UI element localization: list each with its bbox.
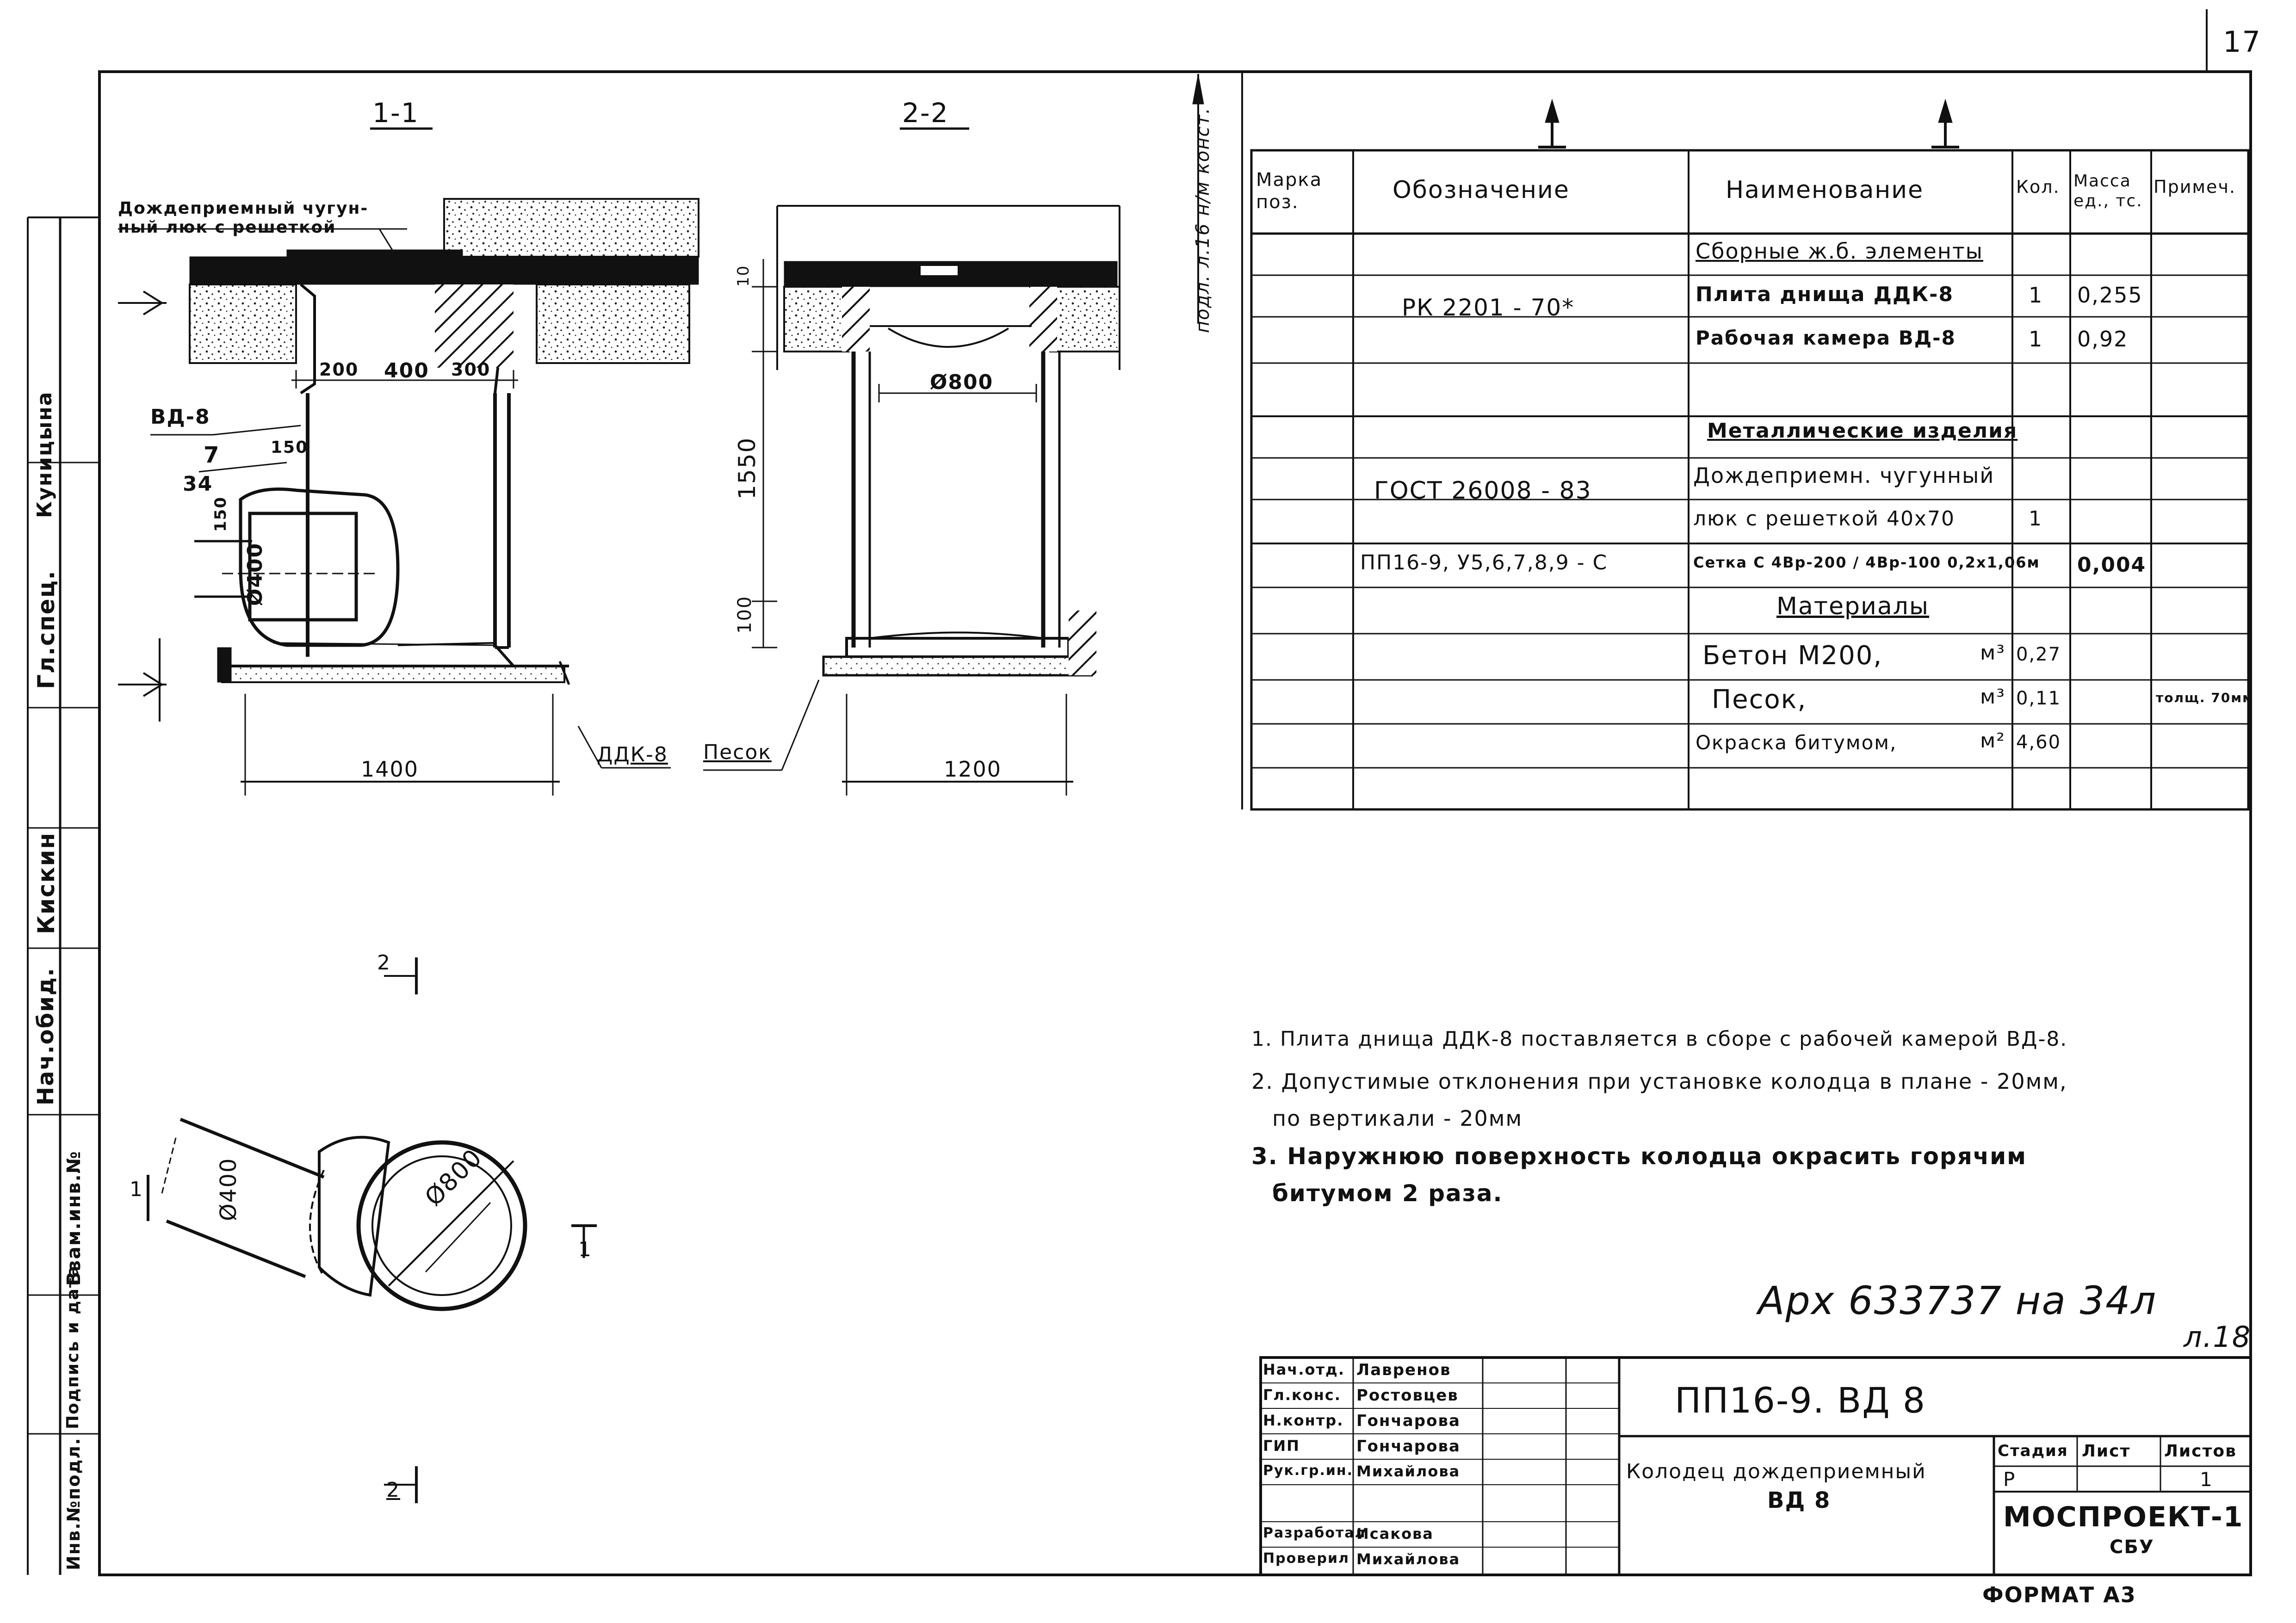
row-qty-bitumen: 4,60 [2016,732,2061,753]
strip-name-kiskin: Кискин [33,832,60,934]
row-qty-ddk8: 1 [2029,283,2043,308]
table-header-designation: Обозначение [1392,176,1570,204]
sig-name-1: Лавренов [1356,1361,1451,1379]
row-qty-hatch: 1 [2029,507,2042,531]
hatch-label: Дождеприемный чугун- ный люк с решеткой [118,199,369,237]
row-note-sand: толщ. 70мм [2156,690,2254,705]
row-name-vd8: Рабочая камера ВД-8 [1696,327,1956,349]
organization-name: МОСПРОЕКТ-1 [2003,1501,2244,1533]
strip-nach-obid: Нач.обид. [33,967,59,1105]
dim-1550: 1550 [734,437,761,500]
dim-400: 400 [384,359,429,383]
designation-gost: ГОСТ 26008 - 83 [1374,477,1592,505]
row-mass-vd8: 0,92 [2077,327,2129,352]
drawing-code: ПП16-9. ВД 8 [1675,1380,1926,1421]
cut-mark-2-top: 2 [377,951,391,975]
table-header-mass: Масса ед., тс. [2073,172,2143,211]
cut-mark-2-bottom: 2 [386,1478,400,1502]
pipe-diameter-label: Ø400 [243,542,267,606]
sig-role-4: ГИП [1263,1437,1300,1455]
dim-150-horizontal: 150 [271,438,309,457]
section-2-2-drawing [703,129,1120,796]
note-3: 3. Наружнюю поверхность колодца окрасить горячим [1251,1143,2027,1170]
well-diameter-label: Ø800 [930,370,994,394]
row-name-concrete: Бетон М200, [1702,641,1883,671]
row-unit-concrete: м³ [1980,641,2005,665]
strip-podpis-data: Подпись и дата [63,1265,82,1429]
row-unit-bitumen: м² [1980,729,2005,753]
strip-vzam-inv: Взам.инв.№ [63,1150,85,1286]
format-label: ФОРМАТ А3 [1982,1582,2136,1607]
strip-gl-spec: Гл.спец. [33,570,60,689]
plan-well-diameter: Ø800 [420,1143,488,1212]
strip-inv-podl: Инв.№подл. [63,1437,84,1570]
sig-name-5: Михайлова [1356,1463,1461,1480]
note-2-cont: по вертикали - 20мм [1272,1106,1523,1131]
sig-role-7: Проверил [1263,1550,1349,1567]
cut-mark-1-right: 1 [578,1238,592,1261]
row-name-hatch-2: люк с решеткой 40х70 [1693,507,1955,531]
sig-role-6: Разработал [1263,1525,1366,1541]
vertical-note: подл. л.16 н/м конст. [1192,107,1213,333]
row-qty-sand: 0,11 [2016,688,2061,709]
stage-header: Стадия [1998,1442,2068,1460]
row-qty-vd8: 1 [2029,327,2043,352]
designation-pp16: ПП16-9, У5,6,7,8,9 - С [1360,551,1608,574]
drawing-title-line1: Колодец дождеприемный [1626,1460,1926,1483]
row-mass-ddk8: 0,255 [2077,283,2143,308]
page-mark: л.18 [2184,1320,2252,1354]
sig-role-5: Рук.гр.ин. [1263,1463,1353,1479]
note-2: 2. Допустимые отклонения при установке колодца в плане - 20мм, [1251,1069,2067,1094]
dim-200: 200 [319,359,359,380]
section-2-2-title: 2-2 [902,97,949,129]
row-name-ddk8: Плита днища ДДК-8 [1696,283,1954,306]
section-1-1-title: 1-1 [372,97,419,129]
sig-role-1: Нач.отд. [1263,1361,1345,1378]
drawing-title-line2: ВД 8 [1767,1487,1831,1513]
group-title-metal: Металлические изделия [1707,419,2018,443]
row-unit-sand: м³ [1980,685,2005,709]
callout-34: 34 [183,472,213,496]
organization-sub: СБУ [2110,1537,2154,1558]
sand-label: Песок [703,741,772,764]
cut-mark-1-left: 1 [130,1178,143,1201]
stage-value: Р [2003,1468,2016,1491]
ddk8-label: ДДК-8 [597,743,668,766]
vd8-label: ВД-8 [150,405,210,429]
table-header-name: Наименование [1726,176,1924,204]
row-mass-mesh: 0,004 [2077,553,2147,577]
row-name-sand: Песок, [1712,685,1807,715]
dim-10: 10 [734,265,753,287]
sig-name-6: Исакова [1356,1525,1434,1543]
sheet-number: 17 [2223,25,2261,59]
sig-role-3: Н.контр. [1263,1412,1344,1429]
dim-100: 100 [734,595,755,634]
group-title-materials: Материалы [1776,592,1929,620]
callout-7: 7 [204,442,220,468]
dim-1200: 1200 [944,757,1002,782]
sheets-header: Листов [2164,1442,2237,1461]
table-header-note: Примеч. [2154,177,2236,197]
dim-300: 300 [451,359,491,380]
sig-name-2: Ростовцев [1356,1386,1459,1405]
note-1: 1. Плита днища ДДК-8 поставляется в сборе с рабочей камерой ВД-8. [1251,1027,2068,1051]
sig-name-4: Гончарова [1356,1437,1461,1456]
sig-name-3: Гончарова [1356,1412,1461,1430]
sheets-value: 1 [2200,1468,2213,1491]
sig-name-7: Михайлова [1356,1550,1461,1568]
group-title-precast: Сборные ж.б. элементы [1696,239,1983,264]
sheet-header: Лист [2082,1442,2131,1461]
row-name-hatch-1: Дождеприемн. чугунный [1693,463,1995,488]
archive-mark: Арх 633737 на 34л [1758,1278,2157,1323]
table-header-qty: Кол. [2016,177,2060,197]
plan-pipe-diameter: Ø400 [216,1157,241,1221]
dim-1400: 1400 [361,757,419,782]
sig-role-2: Гл.конс. [1263,1386,1341,1404]
row-name-mesh: Сетка С 4Вр-200 / 4Вр-100 0,2х1,06м [1693,554,2040,571]
designation-rk2201: РК 2201 - 70* [1402,294,1575,321]
row-qty-concrete: 0,27 [2016,644,2061,665]
row-name-bitumen: Окраска битумом, [1696,731,1897,754]
strip-name-kunitsyna: Куницына [33,391,56,518]
table-header-mark: Марка поз. [1256,169,1323,213]
note-3-cont: битумом 2 раза. [1272,1180,1503,1207]
dim-150-vertical: 150 [211,496,230,532]
